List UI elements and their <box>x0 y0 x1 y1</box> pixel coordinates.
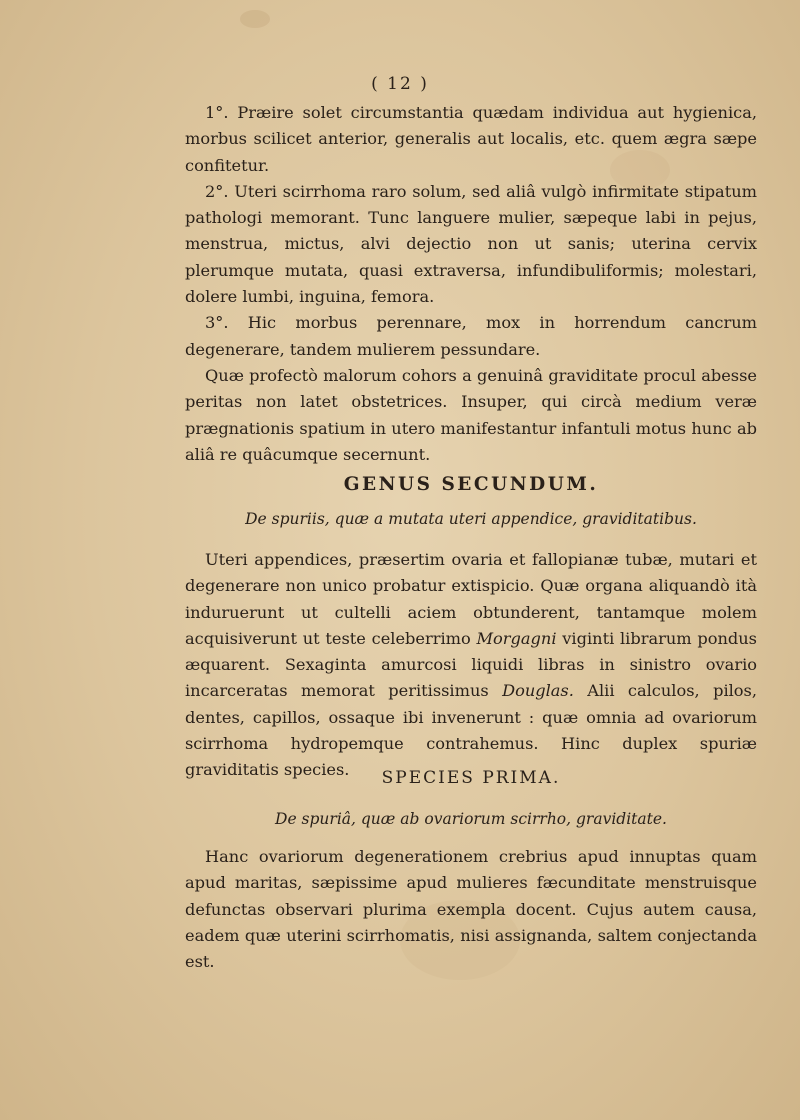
paragraph <box>185 547 757 784</box>
paragraph: Hanc ovariorum degenerationem crebrius apud innuptas quam apud maritas, sæpissime apud mulieres fæcunditate menstruisque defunctas observari plurima exempla docent. Cujus autem causa, eadem quæ uterini scirrhomatis, nisi assignanda, saltem conjectanda est. <box>185 847 757 972</box>
paragraph: 3°. Hic morbus perennare, mox in horrendum cancrum degenerare, tandem mulierem pessundare. <box>185 313 757 359</box>
paper-stain <box>240 10 270 28</box>
text-run: viginti librarum pondus æquarent. Sexaginta amurcosi liquidi libras in sinistro ovario incarceratas memorat peritissimus <box>185 628 757 701</box>
section-1-text <box>185 100 757 468</box>
paragraph: 1°. Præire solet circumstantia quædam individua aut hygienica, morbus scilicet anterior, generalis aut localis, etc. quem ægra sæpe confitetur. <box>185 103 757 175</box>
genus-subtitle: De spuriis, quæ a mutata uteri appendice, graviditatibus. <box>245 510 697 528</box>
species-subtitle: De spuriâ, quæ ab ovariorum scirrho, graviditate. <box>275 810 667 828</box>
page-number: ( 12 ) <box>371 74 429 94</box>
genus-heading: GENUS SECUNDUM. <box>343 474 599 495</box>
section-3-text <box>185 844 757 975</box>
author-name-morgagni: Morgagni <box>476 628 557 648</box>
text-run: Uteri appendices, præsertim ovaria et fallopianæ tubæ, mutari et degenerare non unico probatur extispicio. Quæ organa aliquandò ità induruerunt ut cultelli aciem obtunderent, tantamque molem acquisiverunt ut teste celeberrimo <box>185 550 757 648</box>
section-2-text <box>185 547 757 784</box>
species-heading: SPECIES PRIMA. <box>381 768 561 788</box>
author-name-douglas: Douglas. <box>502 681 574 701</box>
paragraph: Quæ profectò malorum cohors a genuinâ graviditate procul abesse peritas non latet obstetrices. Insuper, qui circà medium veræ prægnationis spatium in utero manifestantur infantuli motus hunc ab aliâ re quâcumque secernunt. <box>185 365 757 464</box>
paragraph: 2°. Uteri scirrhoma raro solum, sed aliâ vulgò infirmitate stipatum pathologi memorant. Tunc languere mulier, sæpeque labi in pejus, menstrua, mictus, alvi dejectio non ut sanis; uterina cervix plerumque mutata, quasi extraversa, infundibuliformis; molestari, dolere lumbi, inguina, femora. <box>185 181 757 307</box>
text-run: Alii calculos, pilos, dentes, capillos, ossaque ibi invenerunt : quæ omnia ad ovariorum scirrhoma hydropemque contrahemus. Hinc duplex spuriæ graviditatis species. <box>185 681 757 780</box>
